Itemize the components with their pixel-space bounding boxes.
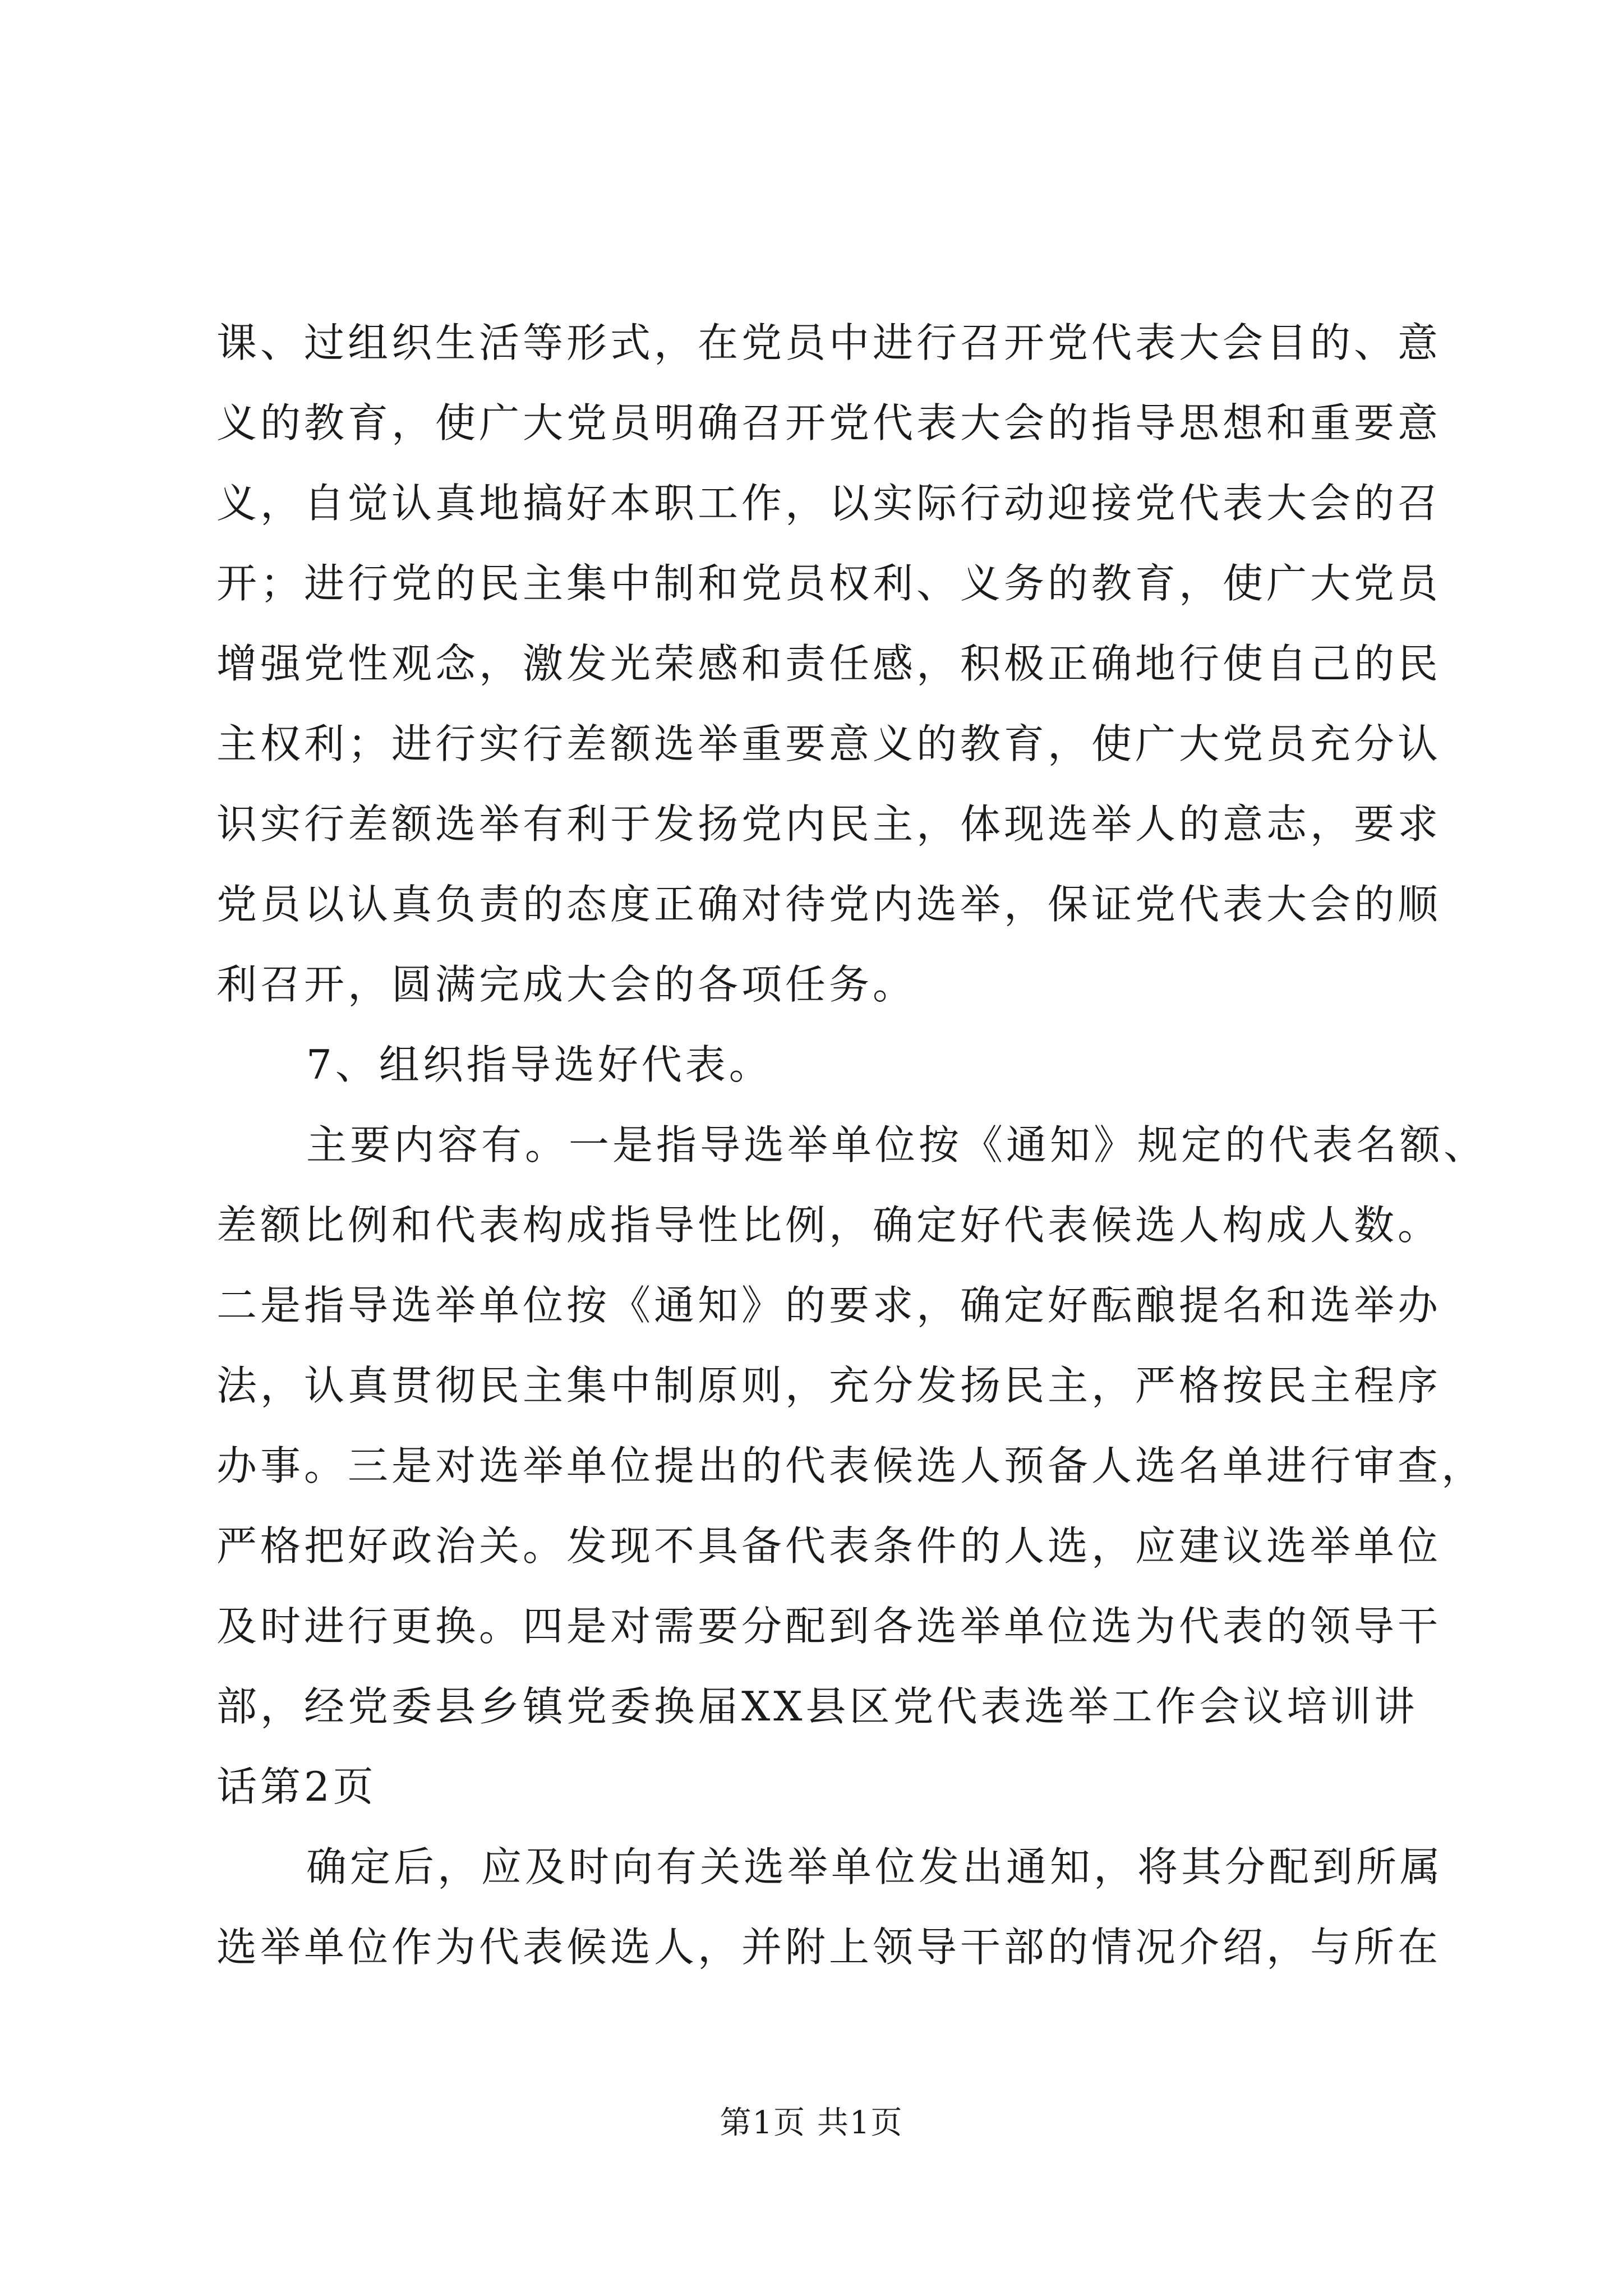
text-line: 办事。三是对选举单位提出的代表候选人预备人选名单进行审查， bbox=[216, 1442, 1486, 1489]
text-line: 党员以认真负责的态度正确对待党内选举，保证党代表大会的顺 bbox=[216, 881, 1442, 928]
text-line: 差额比例和代表构成指导性比例，确定好代表候选人构成人数。 bbox=[216, 1202, 1442, 1249]
text-line: 主要内容有。一是指导选举单位按《通知》规定的代表名额、 bbox=[306, 1121, 1488, 1168]
text-line: 部，经党委县乡镇党委换届XX县区党代表选举工作会议培训讲 bbox=[216, 1683, 1418, 1730]
text-line: 法，认真贯彻民主集中制原则，充分发扬民主，严格按民主程序 bbox=[216, 1362, 1442, 1409]
page-footer: 第1页 共1页 bbox=[720, 2105, 903, 2141]
text-line: 7、组织指导选好代表。 bbox=[306, 1041, 773, 1088]
text-line: 识实行差额选举有利于发扬党内民主，体现选举人的意志，要求 bbox=[216, 800, 1442, 848]
text-line: 选举单位作为代表候选人，并附上领导干部的情况介绍，与所在 bbox=[216, 1924, 1442, 1971]
text-line: 二是指导选举单位按《通知》的要求，确定好酝酿提名和选举办 bbox=[216, 1282, 1442, 1329]
text-line: 义的教育，使广大党员明确召开党代表大会的指导思想和重要意 bbox=[216, 399, 1442, 447]
text-line: 主权利；进行实行差额选举重要意义的教育，使广大党员充分认 bbox=[216, 720, 1442, 767]
text-line: 确定后，应及时向有关选举单位发出通知，将其分配到所属 bbox=[306, 1843, 1444, 1890]
text-line: 义，自觉认真地搞好本职工作，以实际行动迎接党代表大会的召 bbox=[216, 480, 1442, 527]
text-line: 话第2页 bbox=[216, 1763, 377, 1810]
text-line: 严格把好政治关。发现不具备代表条件的人选，应建议选举单位 bbox=[216, 1522, 1442, 1570]
text-line: 利召开，圆满完成大会的各项任务。 bbox=[216, 961, 917, 1008]
document-body bbox=[216, 303, 1488, 1987]
text-line: 开；进行党的民主集中制和党员权利、义务的教育，使广大党员 bbox=[216, 560, 1442, 607]
text-line: 及时进行更换。四是对需要分配到各选举单位选为代表的领导干 bbox=[216, 1603, 1442, 1650]
text-line: 增强党性观念，激发光荣感和责任感，积极正确地行使自己的民 bbox=[216, 640, 1442, 687]
text-line: 课、过组织生活等形式，在党员中进行召开党代表大会目的、意 bbox=[216, 319, 1442, 366]
